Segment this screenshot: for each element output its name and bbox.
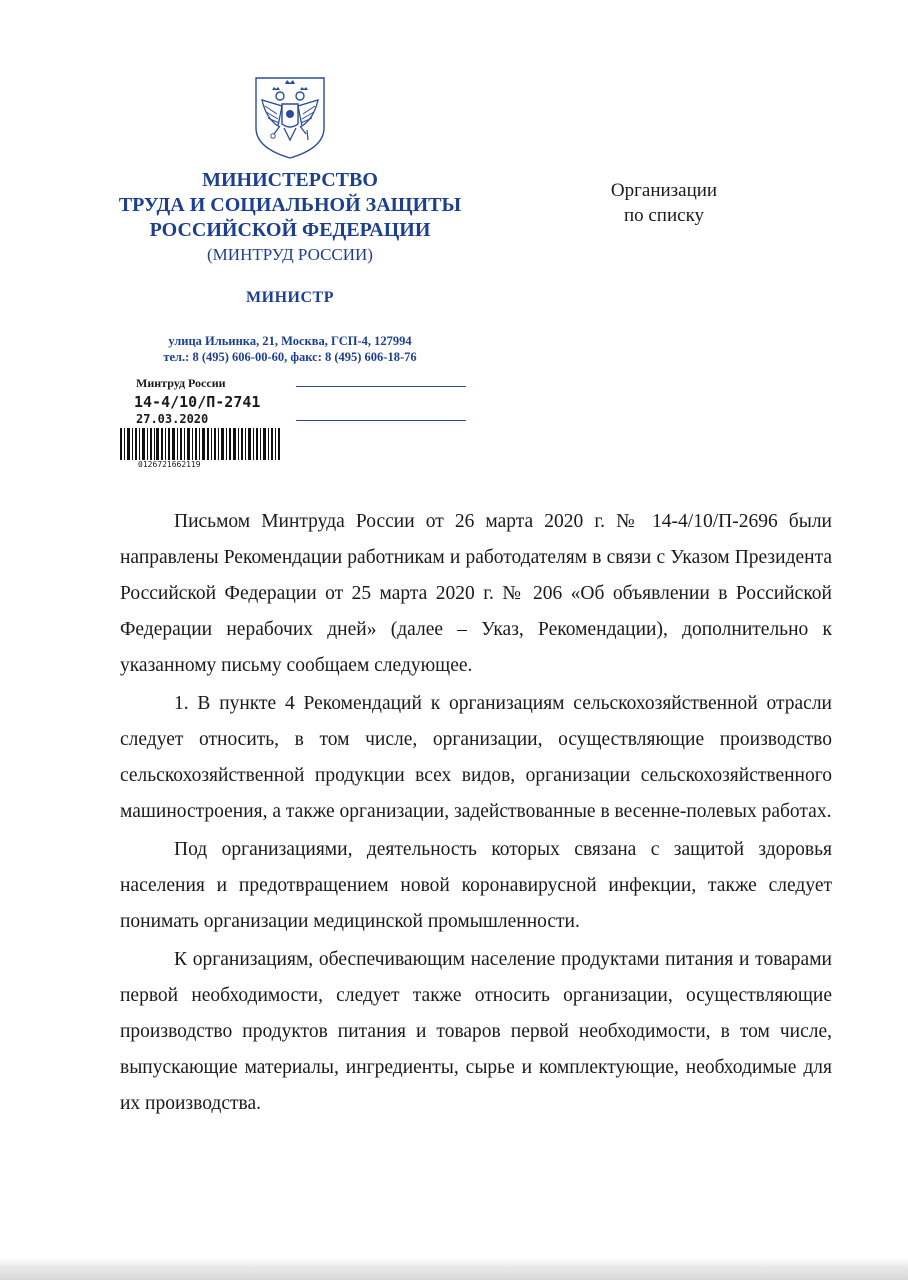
russian-coat-of-arms-icon (252, 74, 328, 160)
ministry-abbreviation: (МИНТРУД РОССИИ) (207, 245, 373, 264)
ministry-name-line-2: ТРУДА И СОЦИАЛЬНОЙ ЗАЩИТЫ (118, 194, 462, 216)
paragraph-3: Под организациями, деятельность которых связана с защитой здоровья населения и предотвращением новой коронавирусной инфекции, также следует понимать организации медицинской промышленности. (120, 839, 832, 932)
barcode-icon (120, 428, 280, 460)
registration-stamp (120, 376, 290, 469)
registration-line-top (296, 386, 466, 387)
recipient-line-2: по списку (623, 205, 705, 226)
stamp-organization: Минтруд России (136, 376, 226, 390)
paragraph-2: 1. В пункте 4 Рекомендаций к организациям сельскохозяйственной отрасли следует относить, в том числе, организации, осуществляющие производство сельскохозяйственной продукции всех видов, организации сельскохозяйственного машиностроения, а также организации, задействованные в весенне-полевых работах. (120, 693, 832, 822)
recipient-line-1: Организации (610, 180, 718, 201)
document-date: 27.03.2020 (136, 412, 209, 426)
ministry-address (100, 333, 480, 365)
page-edge (0, 1258, 908, 1280)
address-phone-fax: тел.: 8 (495) 606-00-60, факс: 8 (495) 606-18-76 (163, 350, 417, 364)
registration-line-bottom (296, 420, 466, 421)
ministry-name-line-3: РОССИЙСКОЙ ФЕДЕРАЦИИ (149, 219, 431, 241)
barcode-digits: 0126721662119 (138, 460, 201, 469)
address-street: улица Ильинка, 21, Москва, ГСП-4, 127994 (168, 334, 412, 348)
ministry-name-line-1: МИНИСТЕРСТВО (202, 169, 378, 191)
sender-position: МИНИСТР (246, 289, 334, 306)
letter-body (120, 504, 832, 1122)
paragraph-4: К организациям, обеспечивающим население продуктами питания и товарами первой необходимости, следует также относить организации, осуществляющие производство продуктов питания и товаров первой необходимости, в том числе, выпускающие материалы, ингредиенты, сырье и комплектующие, необходимые для их производства. (120, 949, 832, 1114)
letterhead (100, 168, 480, 365)
recipient (600, 178, 728, 228)
paragraph-1: Письмом Минтруда России от 26 марта 2020 г. № 14-4/10/П-2696 были направлены Рекомендации работникам и работодателям в связи с Указом Президента Российской Федерации от 25 марта 2020 г. № 206 «Об объявлении в Российской Федерации нерабочих дней» (далее – Указ, Рекомендации), дополнительно к указанному письму сообщаем следующее. (120, 511, 832, 676)
document-number: 14-4/10/П-2741 (134, 393, 261, 411)
